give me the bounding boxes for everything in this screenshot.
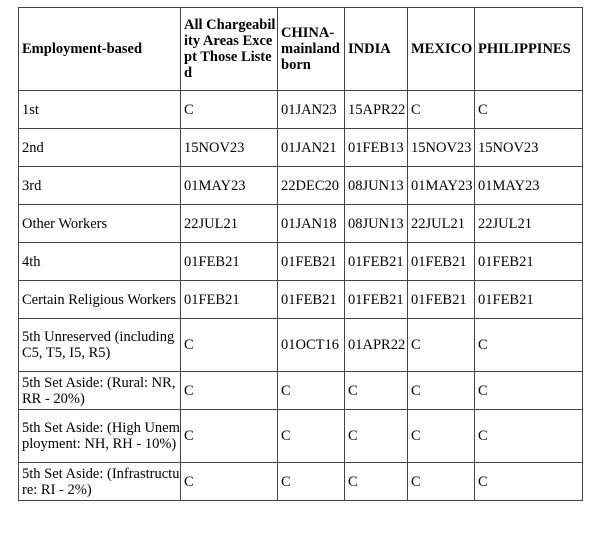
table-row bbox=[19, 129, 583, 167]
cell-india: 01FEB13 bbox=[345, 129, 408, 167]
header-all-chargeability: All Chargeability Areas Except Those Listed bbox=[181, 8, 278, 91]
cell-philippines: C bbox=[475, 463, 583, 501]
table-row bbox=[19, 410, 583, 463]
row-category: Other Workers bbox=[19, 205, 181, 243]
header-india: INDIA bbox=[345, 8, 408, 91]
header-employment-based: Employment-based bbox=[19, 8, 181, 91]
cell-india: 08JUN13 bbox=[345, 167, 408, 205]
cell-india: 08JUN13 bbox=[345, 205, 408, 243]
cell-all-chargeability: 01MAY23 bbox=[181, 167, 278, 205]
cell-india: C bbox=[345, 410, 408, 463]
cell-philippines: 15NOV23 bbox=[475, 129, 583, 167]
cell-mexico: 15NOV23 bbox=[408, 129, 475, 167]
row-category: 3rd bbox=[19, 167, 181, 205]
cell-china: C bbox=[278, 463, 345, 501]
cell-india: C bbox=[345, 463, 408, 501]
cell-india: C bbox=[345, 372, 408, 410]
row-category: 1st bbox=[19, 91, 181, 129]
cell-all-chargeability: 01FEB21 bbox=[181, 243, 278, 281]
cell-mexico: 01FEB21 bbox=[408, 281, 475, 319]
row-category: 5th Set Aside: (Rural: NR, RR - 20%) bbox=[19, 372, 181, 410]
header-row bbox=[19, 8, 583, 91]
cell-all-chargeability: 15NOV23 bbox=[181, 129, 278, 167]
cell-all-chargeability: 22JUL21 bbox=[181, 205, 278, 243]
cell-philippines: 01MAY23 bbox=[475, 167, 583, 205]
cell-philippines: C bbox=[475, 319, 583, 372]
row-category: 5th Set Aside: (High Unemployment: NH, RH - 10%) bbox=[19, 410, 181, 463]
cell-all-chargeability: C bbox=[181, 463, 278, 501]
table-row bbox=[19, 91, 583, 129]
cell-philippines: C bbox=[475, 372, 583, 410]
cell-china: C bbox=[278, 372, 345, 410]
cell-all-chargeability: 01FEB21 bbox=[181, 281, 278, 319]
header-china: CHINA-mainland born bbox=[278, 8, 345, 91]
cell-china: C bbox=[278, 410, 345, 463]
cell-mexico: C bbox=[408, 319, 475, 372]
table-row bbox=[19, 243, 583, 281]
cell-china: 01FEB21 bbox=[278, 243, 345, 281]
cell-all-chargeability: C bbox=[181, 319, 278, 372]
cell-philippines: 01FEB21 bbox=[475, 281, 583, 319]
row-category: 4th bbox=[19, 243, 181, 281]
table-body bbox=[19, 91, 583, 501]
cell-mexico: C bbox=[408, 372, 475, 410]
cell-china: 01JAN23 bbox=[278, 91, 345, 129]
row-category: 5th Unreserved (including C5, T5, I5, R5) bbox=[19, 319, 181, 372]
header-mexico: MEXICO bbox=[408, 8, 475, 91]
cell-philippines: C bbox=[475, 410, 583, 463]
table-row bbox=[19, 205, 583, 243]
table-header bbox=[19, 8, 583, 91]
cell-china: 01JAN18 bbox=[278, 205, 345, 243]
cell-india: 01APR22 bbox=[345, 319, 408, 372]
visa-bulletin-table bbox=[18, 7, 583, 501]
cell-mexico: 22JUL21 bbox=[408, 205, 475, 243]
cell-all-chargeability: C bbox=[181, 410, 278, 463]
cell-mexico: 01MAY23 bbox=[408, 167, 475, 205]
cell-china: 01JAN21 bbox=[278, 129, 345, 167]
table-row bbox=[19, 167, 583, 205]
cell-china: 01FEB21 bbox=[278, 281, 345, 319]
cell-mexico: C bbox=[408, 463, 475, 501]
cell-philippines: C bbox=[475, 91, 583, 129]
table-row bbox=[19, 372, 583, 410]
cell-mexico: C bbox=[408, 91, 475, 129]
row-category: 2nd bbox=[19, 129, 181, 167]
cell-all-chargeability: C bbox=[181, 91, 278, 129]
cell-india: 15APR22 bbox=[345, 91, 408, 129]
row-category: 5th Set Aside: (Infrastructure: RI - 2%) bbox=[19, 463, 181, 501]
cell-china: 22DEC20 bbox=[278, 167, 345, 205]
header-philippines: PHILIPPINES bbox=[475, 8, 583, 91]
cell-philippines: 01FEB21 bbox=[475, 243, 583, 281]
cell-all-chargeability: C bbox=[181, 372, 278, 410]
table-row bbox=[19, 281, 583, 319]
cell-mexico: C bbox=[408, 410, 475, 463]
cell-mexico: 01FEB21 bbox=[408, 243, 475, 281]
cell-philippines: 22JUL21 bbox=[475, 205, 583, 243]
row-category: Certain Religious Workers bbox=[19, 281, 181, 319]
table-row bbox=[19, 463, 583, 501]
cell-india: 01FEB21 bbox=[345, 243, 408, 281]
cell-india: 01FEB21 bbox=[345, 281, 408, 319]
table-row bbox=[19, 319, 583, 372]
cell-china: 01OCT16 bbox=[278, 319, 345, 372]
